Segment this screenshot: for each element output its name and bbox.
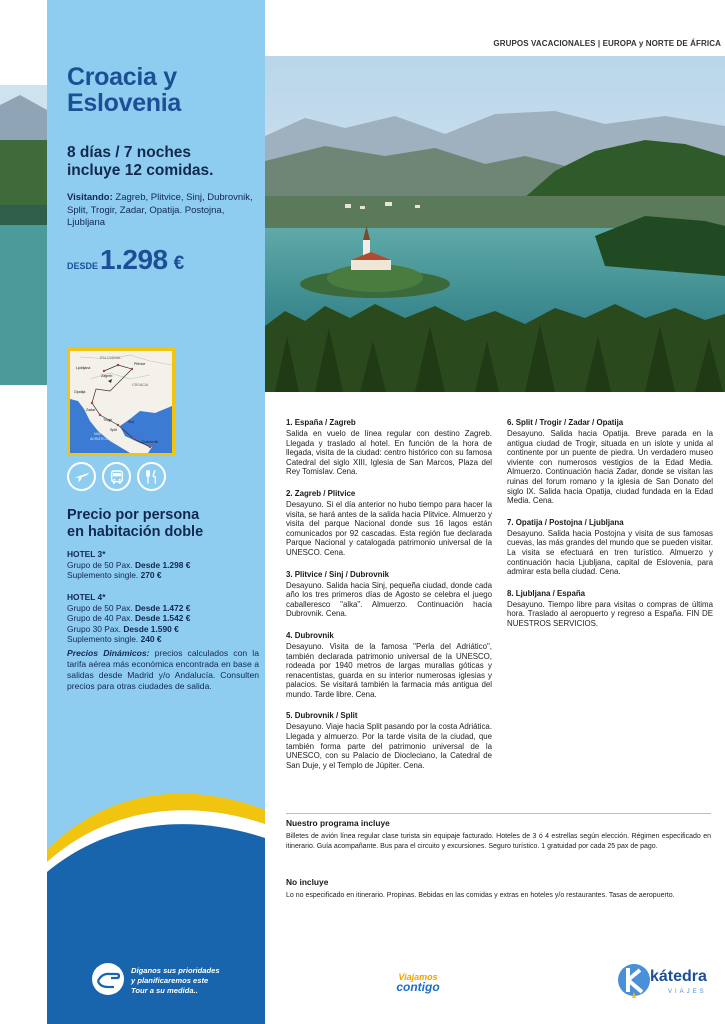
trip-duration: 8 días / 7 noches incluye 12 comidas. <box>67 144 214 179</box>
price-heading: Precio por persona en habitación doble <box>67 507 204 540</box>
map-label-split: Split <box>110 428 117 432</box>
itinerary-day: 5. Dubrovnik / Split Desayuno. Viaje hacia Split pasando por la costa Adriática. Llegada y almuerzo. Por la tarde visita de la ciudad, que también forma parte del patrimonio universal de la UNESCO, con su Palacio de Diocleciano, la Catedral de San Duje, y el Templo de Júpiter. Cena. <box>286 711 493 770</box>
plane-icon <box>67 462 96 491</box>
map-label-mar: MAR <box>94 432 102 436</box>
visiting-places: Zagreb, Plitvice, Sinj, Dubrovnik, Split, Trogir, Zadar, Opatija. Postojna, Ljubljana <box>67 192 253 228</box>
itinerary-day: 8. Ljubljana / España Desayuno. Tiempo libre para visitas o compras de última hora. Traslado al aeropuerto y regreso a España. FIN DE NUESTROS SERVICIOS. <box>507 588 713 628</box>
price-line: Grupo de 40 Pax. Desde 1.542 € <box>67 613 191 623</box>
price-line: Grupo de 50 Pax. Desde 1.298 € <box>67 559 191 570</box>
hotel-3-name: HOTEL 3* <box>67 549 106 559</box>
includes-text: Billetes de avión línea regular clase turista sin equipaje facturado. Hoteles de 3 ó 4 estrellas según elección. Régimen especificado en itinerario. Guía acompañante. Bus para el circuito y excursiones. Seguro turístico. 1 gratuidad por cada 25 pax de pago. <box>286 833 711 850</box>
price-from <box>67 244 184 276</box>
map-label-opatija: Opatija <box>74 390 86 394</box>
itinerary-day: 1. España / Zagreb Salida en vuelo de línea regular con destino Zagreb. Llegada y traslado al hotel. En función de la hora de llegada, visita de la ciudad: centro histórico con su famosa Catedral del siglo XIII, Iglesia de San Marcos, Plaza del Rey Tomislav. Cena. <box>286 418 492 477</box>
bus-icon <box>102 462 131 491</box>
included-services <box>67 462 166 491</box>
section-divider <box>286 813 711 814</box>
promo-text: Díganos sus prioridades y planificaremos este Tour a su medida.. <box>131 966 220 995</box>
price-line: Grupo 30 Pax. Desde 1.590 € <box>67 623 179 634</box>
map-label-trogir: Trogir <box>103 418 113 422</box>
excludes-title: No incluye <box>286 877 329 887</box>
map-label-zadar: Zadar <box>86 408 96 412</box>
map-label-dubrovnik: Dubrovnik <box>142 440 159 444</box>
hotel-4-name: HOTEL 4* <box>67 592 106 602</box>
destination-title: Croacia y Eslovenia <box>67 63 182 117</box>
price-line: Grupo de 50 Pax. Desde 1.472 € <box>67 602 191 613</box>
itinerary-day: 3. Plitvice / Sinj / Dubrovnik Desayuno. Salida hacia Sinj, pequeña ciudad, donde cada año los tres primeros días de Agosto se celebra el juego caballeresco "alka". Almuerzo. Continuación hacia Dubrovnik. Cena. <box>286 569 492 619</box>
itinerary-column-2 <box>507 418 713 641</box>
price-line: Suplemento single. 270 € <box>67 570 162 580</box>
itinerary-day: 6. Split / Trogir / Zadar / Opatija Desayuno. Salida hacia Opatija. Breve parada en la antigua ciudad de Trogir, situada en un islote y unida al continente por un puente de piedra. Un verdadero museo viviente con numerosos vestigios de la Edad Media. Almuerzo. Continuación hacia Zadar, donde se visitan las ruinas del forum romano y la iglesia de San Donato del siglo IX. Salida hacia Opatija, ciudad fundada en la Edad Media. Cena. <box>507 418 713 506</box>
tailor-made-icon <box>92 963 124 995</box>
map-label-zagreb: Zagreb <box>101 374 113 378</box>
brand-name: kátedra <box>650 968 707 985</box>
itinerary-day: 7. Opatija / Postojna / Ljubljana Desayuno. Salida hacia Postojna y visita de sus famosas cuevas, las más grandes del mundo que se pueden visitar. La visita se efectuará en tren turístico. Almuerzo y continuación hacia Ljubljana, capital de Eslovenia, para admirar esta bella ciudad. Cena. <box>507 517 713 577</box>
map-label-sinj: Sinj <box>128 420 134 424</box>
hotel-4-prices <box>67 592 262 645</box>
visiting-label: Visitando: <box>67 192 113 203</box>
itinerary-column-1 <box>286 418 492 782</box>
left-sidebar <box>47 0 265 1024</box>
visiting-list <box>67 192 262 230</box>
dynamic-label: Precios Dinámicos: <box>67 648 150 658</box>
brand-subtitle: VIAJES <box>668 989 707 995</box>
map-label-croacia: CROACIA <box>132 383 149 387</box>
program-excludes <box>286 877 711 901</box>
hotel-3-prices <box>67 549 262 581</box>
price-prefix: DESDE <box>67 261 99 271</box>
hero-photo-lake-bled <box>265 56 725 392</box>
program-includes <box>286 818 711 851</box>
itinerary-day: 2. Zagreb / Plitvice Desayuno. Si el día anterior no hubo tiempo para hacer la visita, se hará antes de la salida hacia Plitvice. Almuerzo y visita del parque Nacional donde sus 16 lagos están comunicados por 92 cascadas. Esta región fue declarada Parque Nacional y catalogada patrimonio universal de la UNESCO. Cena. <box>286 488 492 557</box>
price-amount: 1.298 <box>100 244 168 275</box>
category-header: GRUPOS VACACIONALES | EUROPA y NORTE DE ÁFRICA <box>493 39 721 48</box>
slogan-top: Viajamos <box>398 972 438 982</box>
price-currency: € <box>173 253 185 274</box>
route-map <box>67 348 175 456</box>
map-label-eslovenia: ESLOVENIA <box>100 356 121 360</box>
itinerary-day: 4. Dubrovnik Desayuno. Visita de la famosa "Perla del Adriático", también declarada patrimonio universal de la UNESCO, rodeada por 1940 metros de largas murallas góticas y renacentistas, guarda en su interior numerosas iglesias y palacios. Se visitará también la farmacia más antigua del mundo. Tarde libre. Cena. <box>286 630 492 699</box>
meals-icon <box>137 462 166 491</box>
excludes-text: Lo no especificado en itinerario. Propinas. Bebidas en las comidas y extras en hoteles y/o restaurantes. Tasas de aeropuerto. <box>286 892 675 899</box>
map-label-ljubljana: Ljubljana <box>76 366 91 370</box>
slogan-bottom: contigo <box>396 980 440 994</box>
dynamic-text: precios calculados con la tarifa aérea más económica encontrada en base a salidas desde Madrid y/o Andalucía. Consulten precios para otras ciudades de salida. <box>67 648 259 691</box>
left-photo-strip <box>0 85 47 385</box>
slogan-logo <box>383 972 453 994</box>
price-line: Suplemento single. 240 € <box>67 634 162 644</box>
map-label-adriatico: ADRIÁTICO <box>90 437 109 441</box>
dynamic-pricing-note <box>67 648 259 692</box>
includes-title: Nuestro programa incluye <box>286 818 390 828</box>
map-label-plitvice: Plitvice <box>134 362 146 366</box>
